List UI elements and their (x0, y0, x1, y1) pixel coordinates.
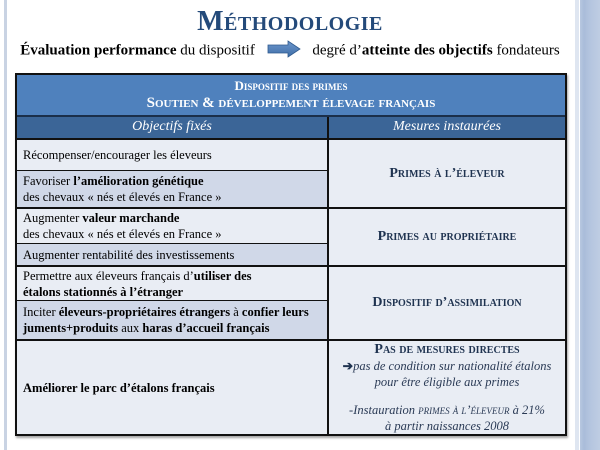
measure-title: Pas de mesures directes (374, 341, 520, 357)
objective-row (17, 244, 327, 265)
objective-row (17, 267, 327, 300)
methodology-table (15, 73, 567, 436)
column-header-measures: Mesures instaurées (393, 119, 501, 134)
objective-text-line2: des chevaux « nés et élevés en France » (23, 227, 222, 241)
objective-bold-text: valeur marchande (82, 211, 180, 225)
objective-row (17, 171, 327, 207)
column-header-objectives: Objectifs fixés (132, 119, 212, 134)
slide-right-band (580, 0, 600, 450)
header-line-1: Dispositif des primes (234, 78, 348, 93)
table-main-header (17, 75, 565, 117)
right-arrow-icon (267, 40, 301, 58)
measure-note-line2: pour être éligible aux primes (374, 374, 520, 389)
objective-bold-text: utiliser des (193, 268, 252, 283)
subtitle-left-rest: du dispositif (176, 42, 255, 59)
measure-cell (329, 341, 565, 434)
subtitle-right-post: fondateurs (492, 42, 560, 59)
objective-text: Récompenser/encourager les éleveurs (23, 148, 212, 162)
objective-row (17, 140, 327, 170)
objective-bold-text: Améliorer le parc d’étalons français (23, 380, 215, 395)
slide-right-stripe (575, 0, 579, 450)
objective-text: aux (118, 321, 143, 335)
slide-left-border (4, 0, 7, 450)
objective-text: Permettre aux éleveurs français d’ (23, 268, 194, 283)
objective-bold-text: confier leurs (241, 305, 309, 319)
measure-extra-post: à 21% (509, 402, 545, 417)
measure-note (343, 358, 552, 374)
measure-extra-smallcaps: primes à l’éleveur (418, 402, 510, 417)
measure-cell (329, 209, 565, 265)
measure-title: Primes à l’éleveur (389, 165, 505, 181)
objective-bold-text: l’amélioration génétique (73, 174, 204, 188)
objective-row (17, 301, 327, 339)
right-arrow-icon: ➔ (342, 358, 354, 373)
measure-title: Dispositif d’assimilation (372, 295, 522, 310)
objective-bold-text: éleveurs-propriétaires étrangers (58, 305, 231, 319)
objective-text: Augmenter rentabilité des investissements (23, 247, 235, 262)
table-column-headers (17, 117, 565, 140)
subtitle (0, 42, 580, 60)
objective-bold-text: haras d’accueil français (142, 321, 270, 335)
measure-extra (349, 402, 545, 418)
objective-text: Inciter (23, 305, 59, 319)
objective-row (17, 209, 327, 243)
measure-title: Primes au propriétaire (377, 229, 517, 244)
measure-extra-line2: à partir naissances 2008 (385, 418, 509, 433)
subtitle-bold-right: atteinte des objectifs (361, 42, 493, 59)
column-divider (327, 117, 329, 436)
measure-cell (329, 267, 565, 339)
page-title: Méthodologie (197, 6, 383, 37)
group-divider (329, 207, 565, 209)
objective-bold-text: juments+produits (23, 321, 119, 335)
measure-note-line1: pas de condition sur nationalité étalons (353, 358, 552, 373)
objective-text: Favoriser (23, 174, 74, 188)
objective-row (17, 341, 327, 434)
objective-bold-text-line2: étalons stationnés à l’étranger (23, 284, 184, 299)
measure-cell (329, 140, 565, 207)
objective-text-line2: des chevaux « nés et élevés en France » (23, 190, 222, 204)
header-line-2: Soutien & développement élevage français (146, 95, 436, 111)
subtitle-right-pre: degré d’ (312, 42, 362, 59)
measure-extra-pre: -Instauration (349, 402, 419, 417)
objective-text: Augmenter (23, 211, 83, 225)
objective-text: à (230, 305, 242, 319)
subtitle-bold-left: Évaluation performance (20, 42, 177, 59)
